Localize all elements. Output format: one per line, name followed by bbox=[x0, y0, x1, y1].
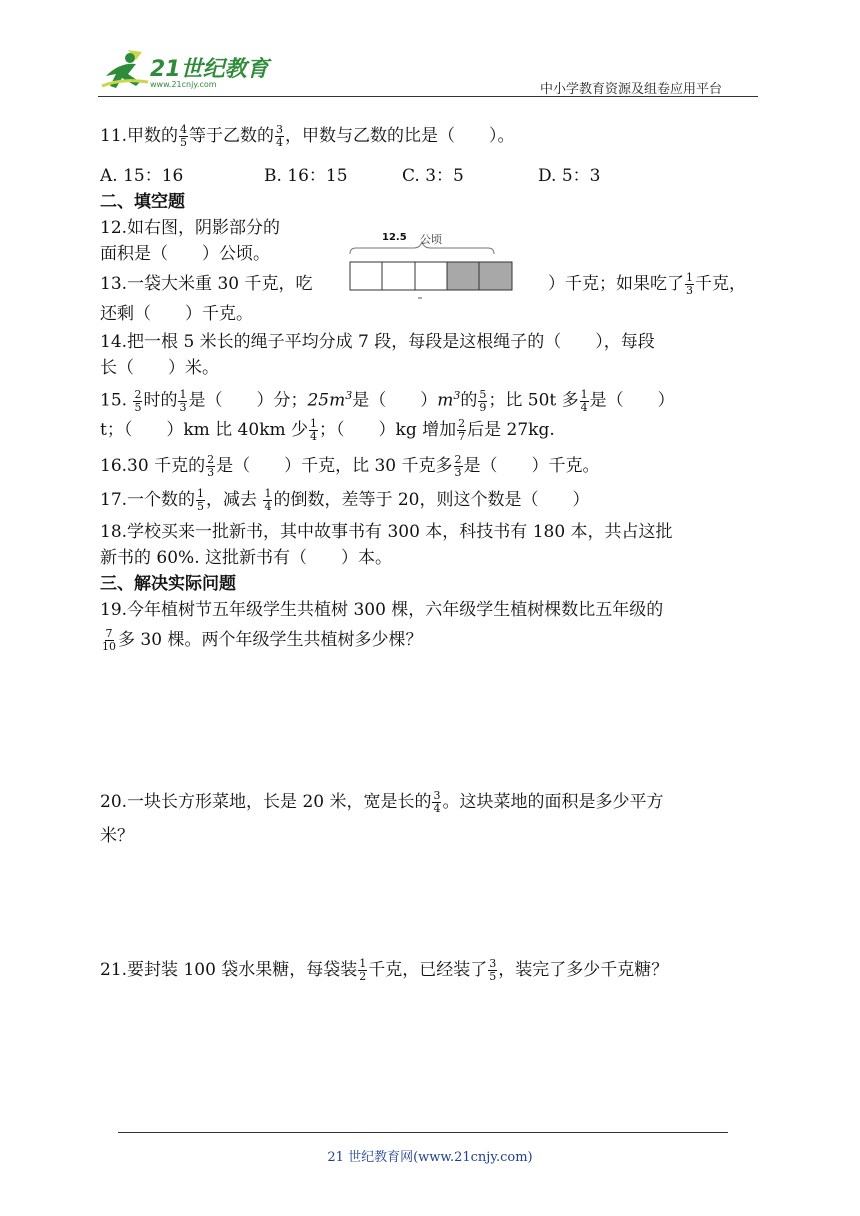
question-18-line1: 18.学校买来一批新书，其中故事书有 300 本，科技书有 180 本，共占这批 bbox=[100, 522, 673, 542]
question-15-line2: t；（ ）km 比 40km 少 $\frac{1}{4}$ ；（ ）kg 增加 $\frac{2}{7}$ 后是 27kg. bbox=[100, 417, 555, 443]
area-figure bbox=[342, 228, 520, 304]
question-20-line1: 20.一块长方形菜地，长是 20 米，宽是长的 $\frac{3}{4}$ 。这块菜地的面积是多少平方 bbox=[100, 789, 664, 815]
logo bbox=[98, 46, 278, 94]
section-2-heading: 二、填空题 bbox=[100, 192, 185, 212]
option-c[interactable]: C. 3：5 bbox=[402, 166, 464, 186]
question-16: 16.30 千克的 $\frac{2}{3}$ 是（ ）千克，比 30 千克多 $\frac{2}{3}$ 是（ ）千克。 bbox=[100, 453, 600, 479]
header-rule bbox=[98, 96, 758, 97]
figure-value: 12.5 bbox=[382, 232, 407, 243]
question-15-line1: 15. $\frac{2}{5}$ 时的 $\frac{1}{3}$ 是（ ）分；$25m^3$是（ ）$m^3$的 $\frac{5}{9}$ ；比 50t 多 $\frac{1}{4}$ 是（ ） bbox=[100, 387, 675, 414]
question-11-options bbox=[100, 164, 600, 188]
question-14-line1: 14.把一根 5 米长的绳子平均分成 7 段，每段是这根绳子的（ ），每段 bbox=[100, 332, 655, 352]
footer-rule bbox=[118, 1132, 728, 1133]
question-11: 11.甲数的 $\frac{4}{5}$ 等于乙数的 $\frac{3}{4}$ ，甲数与乙数的比是（ ）。 bbox=[100, 123, 515, 149]
question-20-line2: 米？ bbox=[100, 826, 134, 846]
option-d[interactable]: D. 5：3 bbox=[538, 166, 601, 186]
question-17: 17.一个数的 $\frac{1}{5}$ ，减去 $\frac{1}{4}$ 的倒数，差等于 20，则这个数是（ ） bbox=[100, 487, 590, 513]
question-19-line2: $\frac{7}{10}$ 多 30 棵。两个年级学生共植树多少棵？ bbox=[102, 627, 423, 653]
logo-url: www.21cnjy.com bbox=[150, 80, 217, 89]
question-12-line1: 12.如右图，阴影部分的 bbox=[100, 218, 281, 238]
footer-text: 21 世纪教育网(www.21cnjy.com) bbox=[327, 1150, 533, 1165]
question-14-line2: 长（ ）米。 bbox=[100, 358, 219, 378]
question-13-line2: 还剩（ ）千克。 bbox=[100, 304, 253, 324]
option-a[interactable]: A. 15：16 bbox=[100, 166, 184, 186]
question-18-line2: 新书的 60%. 这批新书有（ ）本。 bbox=[100, 548, 392, 568]
section-3-heading: 三、解决实际问题 bbox=[100, 574, 236, 594]
logo-text: 21世纪教育 bbox=[150, 57, 269, 82]
question-13-line1-rest: ）千克；如果吃了 $\frac{1}{3}$ 千克， bbox=[548, 271, 746, 297]
figure-unit: 公顷 bbox=[420, 233, 442, 246]
question-21: 21.要封装 100 袋水果糖，每袋装 $\frac{1}{2}$ 千克，已经装了 $\frac{3}{5}$ ，装完了多少千克糖？ bbox=[100, 957, 669, 983]
option-b[interactable]: B. 16：15 bbox=[264, 166, 348, 186]
platform-name: 中小学教育资源及组卷应用平台 bbox=[540, 82, 723, 97]
question-19-line1: 19.今年植树节五年级学生共植树 300 棵，六年级学生植树棵数比五年级的 bbox=[100, 600, 664, 620]
runner-logo-icon bbox=[98, 46, 158, 94]
question-13-line1: 13.一袋大米重 30 千克，吃 bbox=[100, 274, 313, 294]
question-12-line2: 面积是（ ）公顷。 bbox=[100, 244, 270, 264]
